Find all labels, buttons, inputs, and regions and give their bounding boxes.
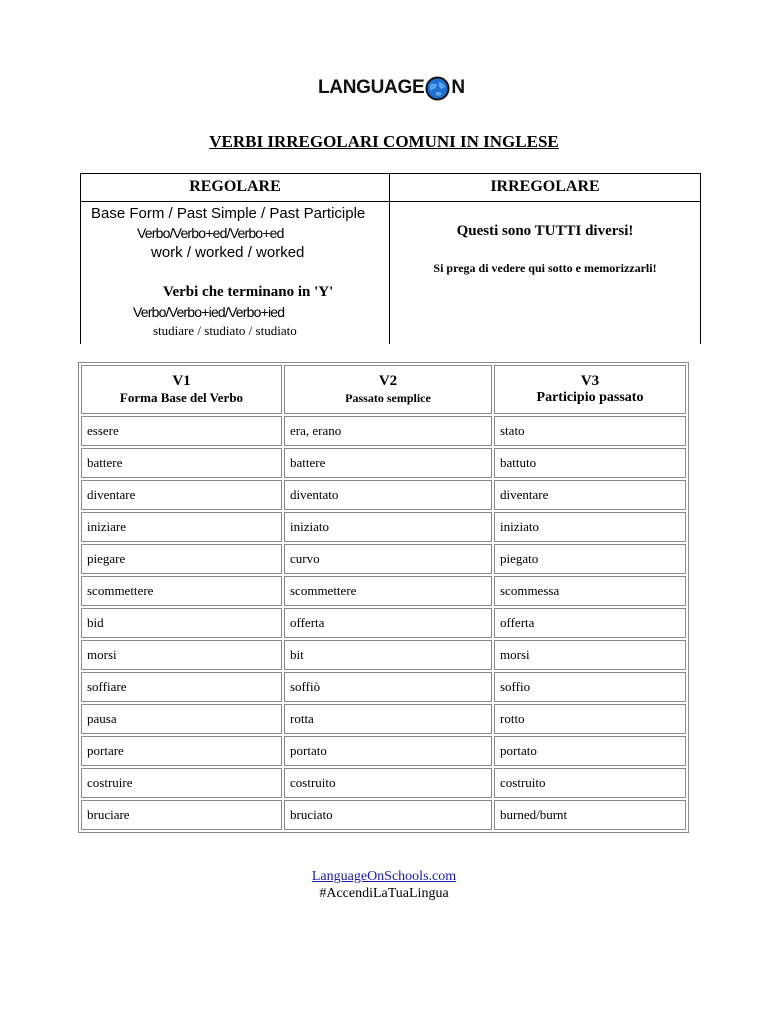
table-row	[81, 544, 686, 574]
regular-header: REGOLARE	[81, 174, 390, 201]
regular-cell	[81, 202, 390, 344]
table-cell: bid	[81, 608, 282, 638]
regular-line: work / worked / worked	[151, 244, 305, 261]
table-cell: battere	[81, 448, 282, 478]
table-row	[81, 512, 686, 542]
regular-line: Base Form / Past Simple / Past Participle	[91, 205, 366, 222]
table-cell: stato	[494, 416, 686, 446]
rules-table-header	[81, 174, 700, 202]
table-cell: pausa	[81, 704, 282, 734]
logo	[318, 72, 465, 104]
table-row	[81, 736, 686, 766]
table-cell: battuto	[494, 448, 686, 478]
rules-table	[80, 173, 701, 344]
table-cell: soffiare	[81, 672, 282, 702]
website-link[interactable]: LanguageOnSchools.com	[311, 869, 457, 884]
table-row	[81, 480, 686, 510]
table-cell: portare	[81, 736, 282, 766]
irregular-line: Questi sono TUTTI diversi!	[456, 223, 634, 239]
table-cell: rotto	[494, 704, 686, 734]
table-row	[81, 704, 686, 734]
table-cell: bruciato	[284, 800, 492, 830]
table-row	[81, 800, 686, 830]
column-header-v3: V3 Participio passato	[494, 365, 686, 414]
table-cell: bit	[284, 640, 492, 670]
table-cell: offerta	[284, 608, 492, 638]
regular-line: Verbo/Verbo+ed/Verbo+ed	[137, 225, 284, 241]
table-cell: curvo	[284, 544, 492, 574]
irregular-line: Si prega di vedere qui sotto e memorizzarli!	[433, 261, 657, 275]
verb-table-header	[81, 365, 686, 414]
table-cell: diventato	[284, 480, 492, 510]
footer	[0, 868, 768, 902]
table-cell: portato	[494, 736, 686, 766]
table-cell: iniziato	[284, 512, 492, 542]
table-cell: piegato	[494, 544, 686, 574]
table-row	[81, 672, 686, 702]
table-cell: scommessa	[494, 576, 686, 606]
table-row	[81, 640, 686, 670]
table-cell: battere	[284, 448, 492, 478]
table-cell: soffio	[494, 672, 686, 702]
table-cell: essere	[81, 416, 282, 446]
table-cell: morsi	[494, 640, 686, 670]
regular-line: studiare / studiato / studiato	[153, 323, 297, 338]
table-cell: bruciare	[81, 800, 282, 830]
table-cell: offerta	[494, 608, 686, 638]
table-cell: burned/burnt	[494, 800, 686, 830]
table-cell: soffiò	[284, 672, 492, 702]
table-row	[81, 448, 686, 478]
document-title: VERBI IRREGOLARI COMUNI IN INGLESE	[209, 132, 559, 151]
regular-line: Verbo/Verbo+ied/Verbo+ied	[133, 304, 285, 320]
hashtag: #AccendiLaTuaLingua	[319, 886, 449, 901]
table-cell: portato	[284, 736, 492, 766]
table-row	[81, 416, 686, 446]
table-cell: scommettere	[284, 576, 492, 606]
table-row	[81, 768, 686, 798]
table-cell: costruire	[81, 768, 282, 798]
table-cell: costruito	[284, 768, 492, 798]
globe-icon	[425, 76, 450, 101]
irregular-header: IRREGOLARE	[490, 178, 600, 195]
verb-table	[78, 362, 689, 833]
table-cell: rotta	[284, 704, 492, 734]
table-cell: iniziato	[494, 512, 686, 542]
table-cell: diventare	[81, 480, 282, 510]
logo-suffix: N	[451, 77, 466, 98]
table-row	[81, 576, 686, 606]
regular-subheading: Verbi che terminano in 'Y'	[163, 284, 334, 300]
logo-text: LANGUAGE	[318, 77, 425, 98]
column-header-v1: V1 Forma Base del Verbo	[81, 365, 282, 414]
table-cell: era, erano	[284, 416, 492, 446]
table-cell: morsi	[81, 640, 282, 670]
irregular-cell	[390, 202, 700, 344]
table-cell: piegare	[81, 544, 282, 574]
table-cell: scommettere	[81, 576, 282, 606]
table-row	[81, 608, 686, 638]
column-header-v2: V2 Passato semplice	[284, 365, 492, 414]
table-cell: costruito	[494, 768, 686, 798]
table-cell: iniziare	[81, 512, 282, 542]
table-cell: diventare	[494, 480, 686, 510]
